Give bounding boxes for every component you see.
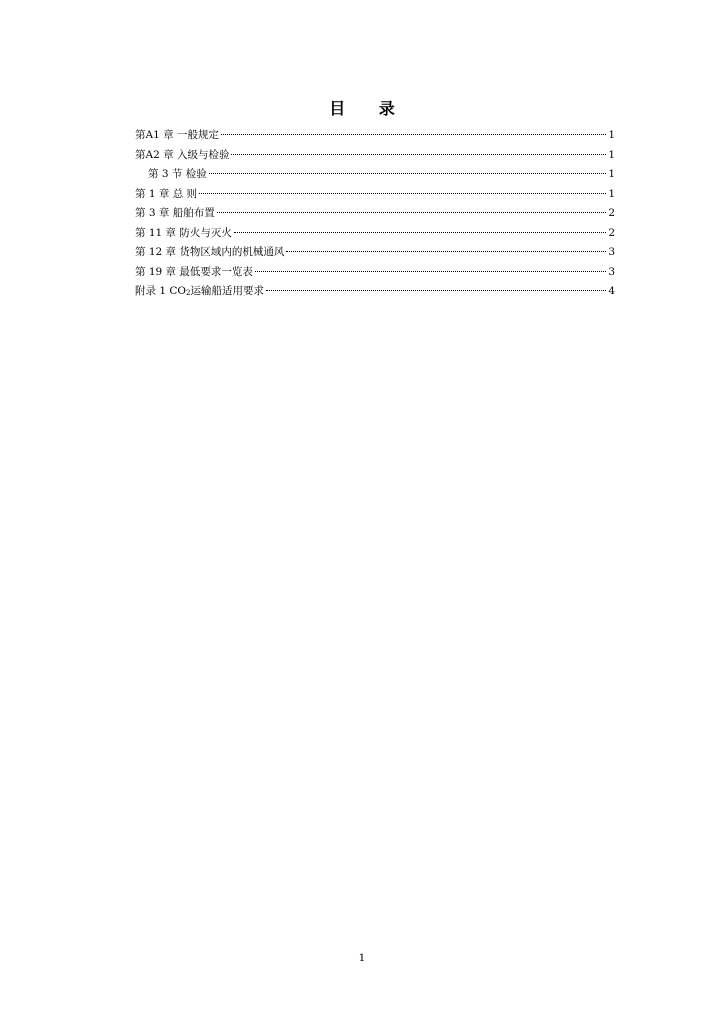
toc-entry-label: 第 1 章 总 则 (135, 187, 198, 200)
page-number: 1 (358, 952, 366, 964)
table-of-contents (135, 126, 615, 302)
toc-entry[interactable] (135, 243, 615, 263)
toc-entry-page: 1 (608, 187, 615, 200)
toc-entry[interactable] (135, 204, 615, 224)
toc-dot-leader (266, 289, 606, 291)
toc-entry-label: 第 3 章 船舶布置 (135, 207, 215, 219)
toc-label-subscript: 2 (186, 289, 191, 297)
toc-dot-leader (217, 211, 607, 213)
toc-entry[interactable] (135, 126, 615, 146)
toc-entry-page: 2 (608, 207, 615, 219)
toc-entry-page: 1 (608, 148, 615, 161)
toc-entry-label: 第 3 节 检验 (148, 168, 207, 180)
toc-entry-page: 2 (608, 226, 615, 239)
toc-entry-label: 第A1 章 一般规定 (135, 129, 219, 141)
toc-entry-label (135, 282, 264, 302)
toc-entry[interactable] (135, 263, 615, 283)
toc-label-prefix: 附录 1 CO (135, 285, 186, 297)
toc-entry-label: 第 19 章 最低要求一览表 (135, 265, 253, 278)
toc-dot-leader (255, 270, 606, 272)
toc-dot-leader (209, 172, 607, 174)
toc-entry[interactable] (135, 185, 615, 205)
toc-entry-label: 第A2 章 入级与检验 (135, 148, 230, 161)
toc-entry-appendix[interactable] (135, 282, 615, 302)
toc-entry-page: 1 (608, 168, 615, 180)
toc-entry-page: 3 (608, 265, 615, 278)
toc-dot-leader (221, 133, 606, 135)
toc-entry[interactable] (135, 146, 615, 166)
toc-entry-page: 4 (608, 285, 615, 297)
toc-dot-leader (199, 192, 606, 194)
toc-dot-leader (231, 153, 606, 155)
toc-entry-section[interactable] (135, 165, 615, 185)
toc-label-suffix: 运输船适用要求 (190, 285, 264, 297)
toc-entry-page: 1 (608, 129, 615, 141)
toc-entry-page: 3 (608, 246, 615, 258)
toc-entry-label: 第 12 章 货物区域内的机械通风 (135, 246, 285, 258)
toc-entry[interactable] (135, 224, 615, 244)
toc-dot-leader (286, 250, 606, 252)
toc-dot-leader (234, 231, 606, 233)
toc-entry-label: 第 11 章 防火与灭火 (135, 226, 232, 239)
toc-title: 目 录 (329, 99, 409, 118)
